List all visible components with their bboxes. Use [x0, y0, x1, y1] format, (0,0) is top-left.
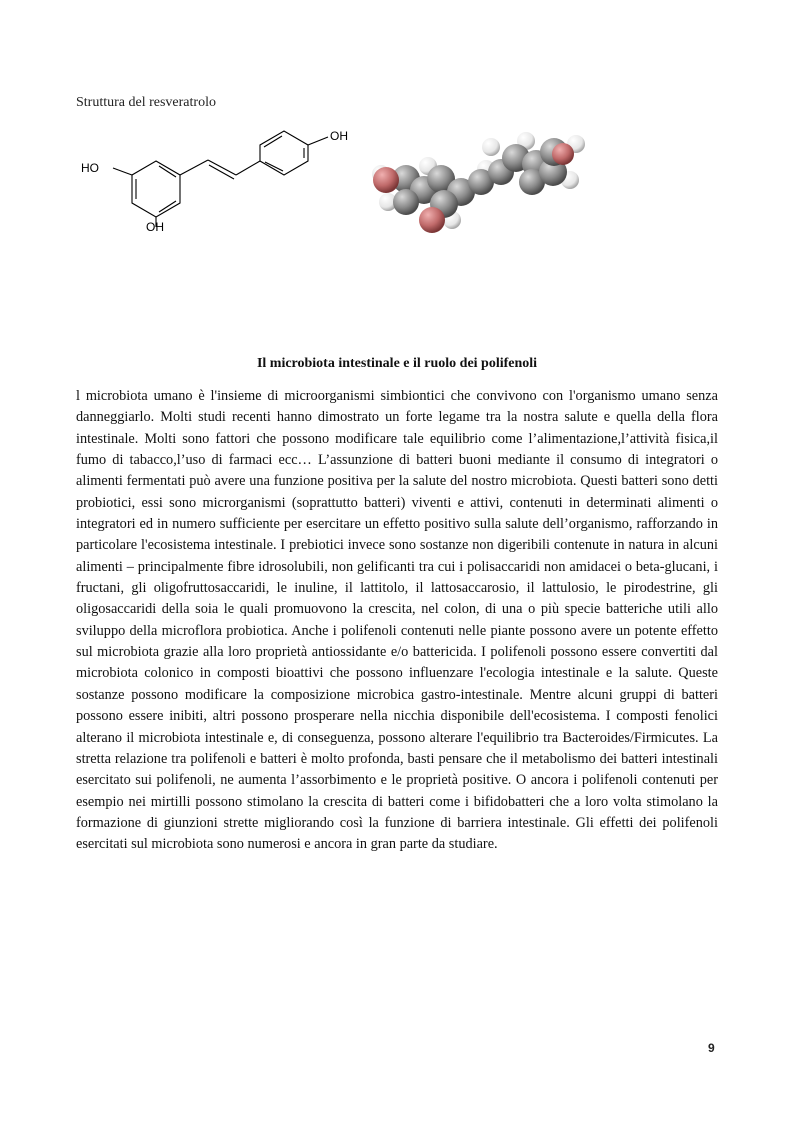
- resveratrol-figure: [76, 124, 596, 244]
- page-number: 9: [708, 1041, 715, 1055]
- body-paragraph: l microbiota umano è l'insieme di microorganismi simbiontici che convivono con l'organismo umano senza danneggiarlo. Molti studi recenti hanno dimostrato un forte legame tra la nostra salute e quella della flora intestinale. Molti sono fattori che possono modificare tale equilibrio come l’alimentazione,l’attività fisica,il fumo di tabacco,l’uso di farmaci ecc… L’assunzione di batteri buoni mediante il consumo di integratori o alimenti fermentati può avere una funzione positiva per la salute del nostro microbiota. Questi batteri sono detti probiotici, essi sono microrganismi (soprattutto batteri) viventi e attivi, contenuti in determinati alimenti o integratori ed in numero sufficiente per esercitare un effetto positivo sulla salute dell’organismo, rafforzando in particolare l'ecosistema intestinale. I prebiotici invece sono sostanze non digeribili contenute in natura in alcuni alimenti – principalmente fibre idrosolubili, non gelificanti tra cui i polisaccaridi non amidacei o beta-glucani, i fructani, gli oligofruttosaccaridi, le inuline, il lattitolo, il lattosaccarosio, il lattulosio, le pirodestrine, gli oligosaccaridi della soia le quali promuovono la crescita, nel colon, di una o più specie batteriche utili allo sviluppo della microflora probiotica. Anche i polifenoli contenuti nelle piante possono avere un potente effetto sul microbiota grazie alla loro proprietà antiossidante e/o battericida. I polifenoli possono essere convertiti dal microbiota colonico in composti bioattivi che possono influenzare l'ecologia intestinale e la salute. Queste sostanze possono modificare la composizione microbica gastro-intestinale. Mentre alcuni gruppi di batteri possono essere inibiti, altri possono prosperare nella nicchia disponibile dell'ecosistema. I composti fenolici alterano il microbiota intestinale e, di conseguenza, possono alterare l'equilibrio tra Bacteroides/Firmicutes. La stretta relazione tra polifenoli e batteri è molto profonda, basti pensare che il metabolismo dei batteri intestinali esercitato sui polifenoli, ne aumenta l’assorbimento e le proprietà positive. O ancora i polifenoli contenuti per esempio nei mirtilli possono stimolano la crescita di batteri come i bifidobatteri che a loro volta stimolano la formazione di giunzioni strette migliorando così la funzione di barriera intestinale. Gli effetti dei polifenoli esercitati sul microbiota sono numerosi e ancora in gran parte da studiare.: [76, 388, 718, 853]
- oh-label-top: OH: [330, 129, 348, 143]
- oh-label-bottom: OH: [146, 220, 164, 234]
- section-title: Il microbiota intestinale e il ruolo dei polifenoli: [256, 356, 538, 371]
- space-filling-model: [372, 132, 585, 233]
- figure-caption: Struttura del resveratrolo: [76, 95, 216, 110]
- ho-label: HO: [81, 161, 99, 175]
- skeletal-formula: [113, 131, 328, 227]
